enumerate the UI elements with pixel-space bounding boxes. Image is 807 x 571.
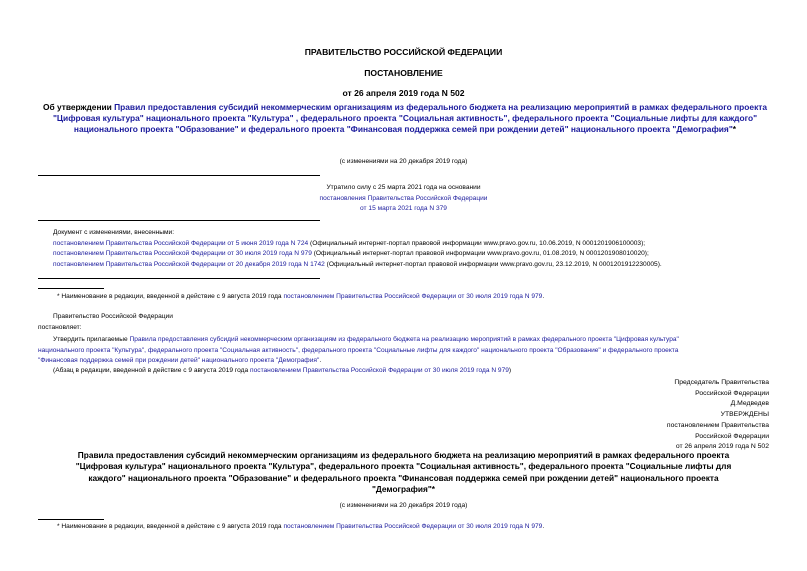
- expired-link-line2[interactable]: от 15 марта 2021 года N 379: [360, 205, 447, 212]
- amendment-item: постановлением Правительства Российской Федерации от 5 июня 2019 года N 724 (Официальный интернет-портал правовой информации www.pravo.gov.ru, 10.06.2019, N 0001201906100003);: [53, 239, 646, 247]
- footnote-1: * Наименование в редакции, введенной в действие с 9 августа 2019 года постановлением Правительства Российской Федерации от 30 июля 2019 года N 979.: [57, 293, 545, 300]
- title-prefix: Об утверждении: [42, 102, 115, 112]
- approved-stamp: УТВЕРЖДЕНЫ: [720, 411, 769, 419]
- footnote-2-link[interactable]: постановлением Правительства Российской Федерации от 30 июля 2019 года N 979: [283, 523, 543, 530]
- divider: [38, 220, 320, 221]
- footnote-divider: [38, 519, 104, 520]
- org-name: ПРАВИТЕЛЬСТВО РОССИЙСКОЙ ФЕДЕРАЦИИ: [304, 47, 503, 57]
- amendment-link[interactable]: постановлением Правительства Российской Федерации от 20 декабря 2019 года N 1742: [53, 260, 325, 268]
- signature-title: Председатель Правительства: [674, 379, 769, 386]
- approve-rules-link-cont[interactable]: "Финансовая поддержка семей при рождении детей" национального проекта "Демография": [38, 357, 320, 364]
- document-title: [36, 102, 774, 136]
- changes-note-top: (с изменениями на 20 декабря 2019 года): [339, 158, 468, 165]
- paragraph-note: (Абзац в редакции, введенной в действие с 9 августа 2019 года постановлением Правительства Российской Федерации от 30 июля 2019 года N 979): [53, 367, 512, 374]
- amendments-list: [53, 228, 662, 270]
- title-rules-link[interactable]: Правил предоставления субсидий некоммерческим организациям из федерального бюджета на реализацию мероприятий в рамках федерального проекта "Цифровая культура" национального проекта "Культура" , федерального проекта "Социальная активность", федерального проекта "Социальные лифты для каждого" национального проекта "Образование" и федерального проекта "Финансовая поддержка семей при рождении детей" национального проекта "Демография": [52, 102, 768, 135]
- signature-title-2: Российской Федерации: [695, 389, 769, 397]
- approve-rules-link[interactable]: Правила предоставления субсидий некоммерческим организациям из федерального бюджета на реализацию мероприятий в рамках федерального проекта "Цифровая культура": [129, 336, 679, 343]
- footnote-1-link[interactable]: постановлением Правительства Российской Федерации от 30 июля 2019 года N 979: [283, 293, 543, 300]
- amendment-link[interactable]: постановлением Правительства Российской Федерации от 5 июня 2019 года N 724: [53, 239, 309, 247]
- doc-type: ПОСТАНОВЛЕНИЕ: [364, 68, 443, 78]
- amendment-item: постановлением Правительства Российской Федерации от 20 декабря 2019 года N 1742 (Официальный интернет-портал правовой информации www.pravo.gov.ru, 23.12.2019, N 0001201912230005).: [53, 260, 662, 268]
- expired-note: [0, 183, 807, 215]
- government-name: Правительство Российской Федерации: [53, 313, 173, 320]
- approve-paragraph: Утвердить прилагаемые Правила предоставления субсидий некоммерческим организациям из федерального бюджета на реализацию мероприятий в рамках федерального проекта "Цифровая культура" национального проекта "Культура", федерального проекта "Социальная активность", федерального проекта "Социальные лифты для каждого" национального проекта "Образование" и федерального проекта "Финансовая поддержка семей при рождении детей" национального проекта "Демография".: [38, 336, 679, 364]
- amendment-item: постановлением Правительства Российской Федерации от 30 июля 2019 года N 979 (Официальный интернет-портал правовой информации www.pravo.gov.ru, 01.08.2019, N 0001201908010020);: [53, 250, 649, 257]
- expired-line: Утратило силу с 25 марта 2021 года на основании: [326, 184, 481, 191]
- amendment-link[interactable]: постановлением Правительства Российской Федерации от 30 июля 2019 года N 979: [53, 250, 312, 257]
- approved-date: от 26 апреля 2019 года N 502: [675, 443, 769, 451]
- amendments-heading: Документ с изменениями, внесенными:: [53, 229, 175, 236]
- paragraph-note-link[interactable]: постановлением Правительства Российской Федерации от 30 июля 2019 года N 979: [250, 367, 509, 374]
- signature-block: [667, 378, 769, 453]
- divider: [38, 175, 320, 176]
- approved-by-2: Российской Федерации: [695, 432, 769, 440]
- expired-link-line1[interactable]: постановления Правительства Российской Федерации: [319, 194, 488, 202]
- footnote-divider: [38, 288, 104, 289]
- rules-title: Правила предоставления субсидий некоммерческим организациям из федерального бюджета на реализацию мероприятий в рамках федерального проекта "Цифровая культура" национального проекта "Культура", федерального проекта "Социальная активность", федерального проекта "Социальные лифты для каждого" национального проекта "Образование" и федерального проекта "Финансовая поддержка семей при рождении детей" национального проекта "Демография"*: [75, 450, 732, 494]
- decides-word: постановляет:: [38, 324, 82, 331]
- signatory-name: Д.Медведев: [730, 400, 769, 408]
- approved-by: постановлением Правительства: [666, 421, 769, 429]
- title-footnote-mark: *: [732, 124, 737, 135]
- divider: [38, 278, 320, 279]
- changes-note-bottom: (с изменениями на 20 декабря 2019 года): [339, 502, 468, 509]
- doc-date-number: от 26 апреля 2019 года N 502: [342, 88, 465, 98]
- footnote-2: * Наименование в редакции, введенной в действие с 9 августа 2019 года постановлением Правительства Российской Федерации от 30 июля 2019 года N 979.: [57, 523, 545, 530]
- approve-rules-link-cont[interactable]: национального проекта "Культура", федерального проекта "Социальная активность", федерального проекта "Социальные лифты для каждого" национального проекта "Образование" и федерального проекта: [38, 346, 679, 354]
